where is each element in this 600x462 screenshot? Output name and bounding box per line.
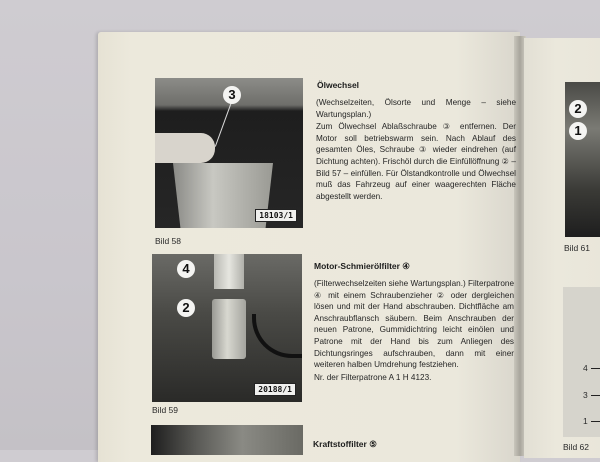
scale-tick <box>591 395 600 396</box>
figure-62-caption: Bild 62 <box>563 442 589 452</box>
callout-1: 1 <box>569 122 587 140</box>
figure-60-photo-partial <box>151 425 303 455</box>
figure-58-caption: Bild 58 <box>155 236 181 246</box>
figure-62-panel <box>563 287 600 437</box>
figure-61-photo <box>565 82 600 237</box>
section-body-oelwechsel <box>316 97 516 203</box>
callout-2: 2 <box>177 299 195 317</box>
hand <box>155 133 215 163</box>
section-heading-oelwechsel: Ölwechsel <box>317 80 360 90</box>
section-heading-kraftstofffilter: Kraftstoffilter ⑤ <box>313 439 377 449</box>
scale-tick <box>591 368 600 369</box>
paragraph: Nr. der Filterpatrone A 1 H 4123. <box>314 372 432 382</box>
callout-2: 2 <box>569 100 587 118</box>
figure-59-photo <box>152 254 302 402</box>
hose <box>252 314 302 358</box>
figure-59-caption: Bild 59 <box>152 405 178 415</box>
scale-mark-1: 1 <box>583 416 588 426</box>
scale-mark-4: 4 <box>583 363 588 373</box>
figure-61-caption: Bild 61 <box>564 243 590 253</box>
paragraph: (Filterwechselzeiten siehe Wartungsplan.) Filterpatrone ④ mit einem Schraubenzieher ② oder dergleichen lösen und mit der Hand abschrauben. Dichtfläche am Anschraubflansch säubern. Beim Anschrauben der neuen Patrone, Gummidichtring leicht einölen und Patrone mit der Hand bis zum Anliegen des Dichtungsringes aufschrauben, dann mit einer weiteren halben Umdrehung festziehen. <box>314 279 514 370</box>
figure-code: 20188/1 <box>254 383 296 396</box>
figure-58-photo <box>155 78 303 228</box>
section-heading-motor-schmieroelfilter: Motor-Schmierölfilter ④ <box>314 261 410 271</box>
section-body-motor-schmieroelfilter <box>314 278 514 384</box>
paragraph: Zum Ölwechsel Ablaßschraube ③ entfernen. Der Motor soll betriebswarm sein. Nach Ablauf des gesamten Öles, Schraube ③ wieder eindrehen (auf Dichtung achten). Frischöl durch die Einfüllöffnung ② – Bild 57 – einfüllen. Für Ölstandkontrolle und Ölwechsel muß das Fahrzeug auf einer waagerechten Fläche abgestellt werden. <box>316 122 516 201</box>
filter-housing <box>214 254 244 289</box>
scale-mark-3: 3 <box>583 390 588 400</box>
drain-screw-pointer <box>215 101 232 146</box>
figure-code: 18103/1 <box>255 209 297 222</box>
callout-3: 3 <box>223 86 241 104</box>
scale-tick <box>591 421 600 422</box>
callout-4: 4 <box>177 260 195 278</box>
oil-filter-cartridge <box>212 299 246 359</box>
paragraph: (Wechselzeiten, Ölsorte und Menge – siehe Wartungsplan.) <box>316 98 516 119</box>
